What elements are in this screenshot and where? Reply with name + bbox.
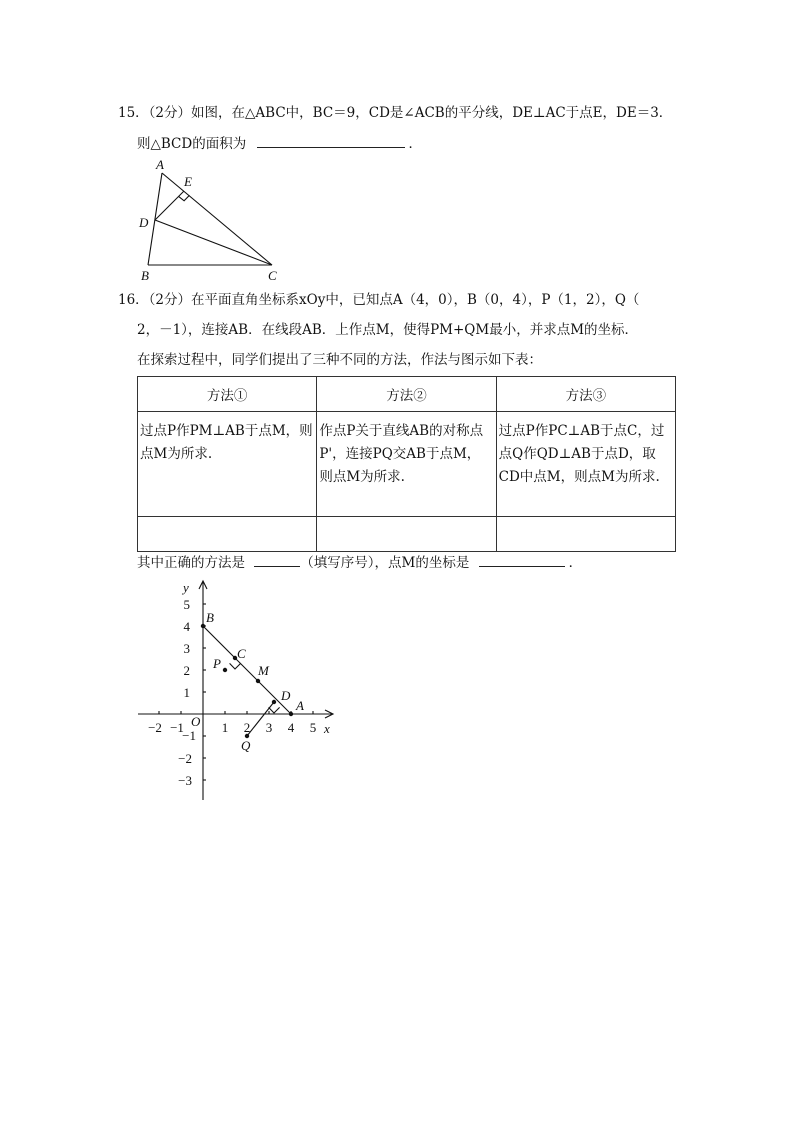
- method-3-figure-cell: [496, 517, 675, 552]
- y-axis-label: y: [183, 580, 189, 595]
- x-tick-neg1: −1: [170, 720, 184, 735]
- origin-label: O: [191, 714, 201, 729]
- q16-coordinate-blank[interactable]: [479, 552, 565, 567]
- side-ac: [162, 173, 272, 265]
- y-tick-2: 2: [183, 663, 190, 678]
- method-2-description: 作点P关于直线AB的对称点P'，连接PQ交AB于点M，则点M为所求.: [317, 412, 496, 517]
- method-1-header: 方法①: [138, 377, 317, 412]
- right-angle-mark: [179, 195, 190, 201]
- q15-triangle-figure: [130, 155, 290, 285]
- point-p: [223, 668, 227, 672]
- label-e: E: [184, 174, 192, 189]
- method-2-figure-cell: [317, 517, 496, 552]
- x-tick-labels: [148, 720, 316, 735]
- x-tick-4: 4: [287, 720, 295, 735]
- y-tick-neg3: −3: [178, 773, 192, 788]
- method-1-description: 过点P作PM⊥AB于点M，则点M为所求.: [138, 412, 317, 517]
- x-axis-label: x: [324, 721, 330, 736]
- x-tick-5: 5: [309, 720, 317, 735]
- label-point-c: C: [237, 646, 246, 661]
- label-point-q: Q: [241, 738, 251, 753]
- q16-answer-middle: （填写序号），点M的坐标是: [300, 555, 470, 571]
- q16-answer-suffix: ．: [568, 555, 583, 571]
- q15-answer-blank[interactable]: [257, 133, 405, 148]
- q15-line2-prefix: 则△BCD的面积为: [137, 136, 247, 152]
- point-b: [201, 624, 205, 628]
- right-angle-c: [230, 663, 241, 669]
- methods-table: [137, 376, 676, 552]
- method-3-header: 方法③: [496, 377, 675, 412]
- q16-method-blank[interactable]: [254, 552, 300, 567]
- method-1-figure-cell: [138, 517, 317, 552]
- q16-coordinate-graph: [134, 578, 344, 803]
- methods-figure-row: [138, 517, 676, 552]
- method-2-header: 方法②: [317, 377, 496, 412]
- y-tick-neg1: −1: [182, 728, 196, 743]
- q16-answer-prefix: 其中正确的方法是: [137, 555, 245, 571]
- q15-line2-suffix: ．: [408, 136, 423, 152]
- y-tick-5: 5: [183, 597, 190, 612]
- q16-text-line2: 2，－1），连接AB．在线段AB．上作点M，使得PM+QM最小，并求点M的坐标．: [137, 322, 639, 338]
- method-3-description: 过点P作PC⊥AB于点C，过点Q作QD⊥AB于点D，取CD中点M，则点M为所求.: [496, 412, 675, 517]
- q16-answer-line: [137, 552, 582, 573]
- q16-text-line1: 16．（2分）在平面直角坐标系xOy中，已知点A（4，0），B（0，4），P（1，2），Q（: [118, 292, 640, 308]
- point-a: [289, 712, 293, 716]
- methods-body-row: [138, 412, 676, 517]
- segment-de: [155, 191, 184, 220]
- y-tick-labels: [178, 597, 196, 788]
- point-m: [256, 679, 260, 683]
- y-tick-3: 3: [183, 641, 190, 656]
- label-point-b: B: [206, 610, 214, 625]
- x-tick-1: 1: [221, 720, 229, 735]
- right-angle-d: [269, 707, 280, 713]
- label-point-m: M: [258, 663, 269, 678]
- x-tick-neg2: −2: [148, 720, 162, 735]
- side-ab: [148, 173, 162, 265]
- label-b: B: [141, 268, 149, 283]
- y-tick-1: 1: [183, 685, 190, 700]
- methods-header-row: [138, 377, 676, 412]
- label-d: D: [139, 215, 149, 230]
- point-d: [272, 700, 276, 704]
- segment-cd: [155, 220, 272, 265]
- q15-text-line1: 15．（2分）如图，在△ABC中，BC＝9，CD是∠ACB的平分线，DE⊥AC于点E，DE＝3．: [118, 105, 673, 121]
- label-point-a: A: [296, 698, 304, 713]
- label-point-d: D: [281, 688, 291, 703]
- label-a: A: [156, 157, 164, 172]
- label-c: C: [268, 268, 277, 283]
- q16-text-line3: 在探索过程中，同学们提出了三种不同的方法，作法与图示如下表：: [137, 352, 542, 368]
- y-tick-4: 4: [183, 619, 190, 634]
- label-point-p: P: [213, 656, 221, 671]
- x-tick-3: 3: [265, 720, 273, 735]
- x-tick-2: 2: [243, 720, 251, 735]
- y-tick-neg2: −2: [178, 751, 192, 766]
- q15-text-line2: [137, 133, 422, 154]
